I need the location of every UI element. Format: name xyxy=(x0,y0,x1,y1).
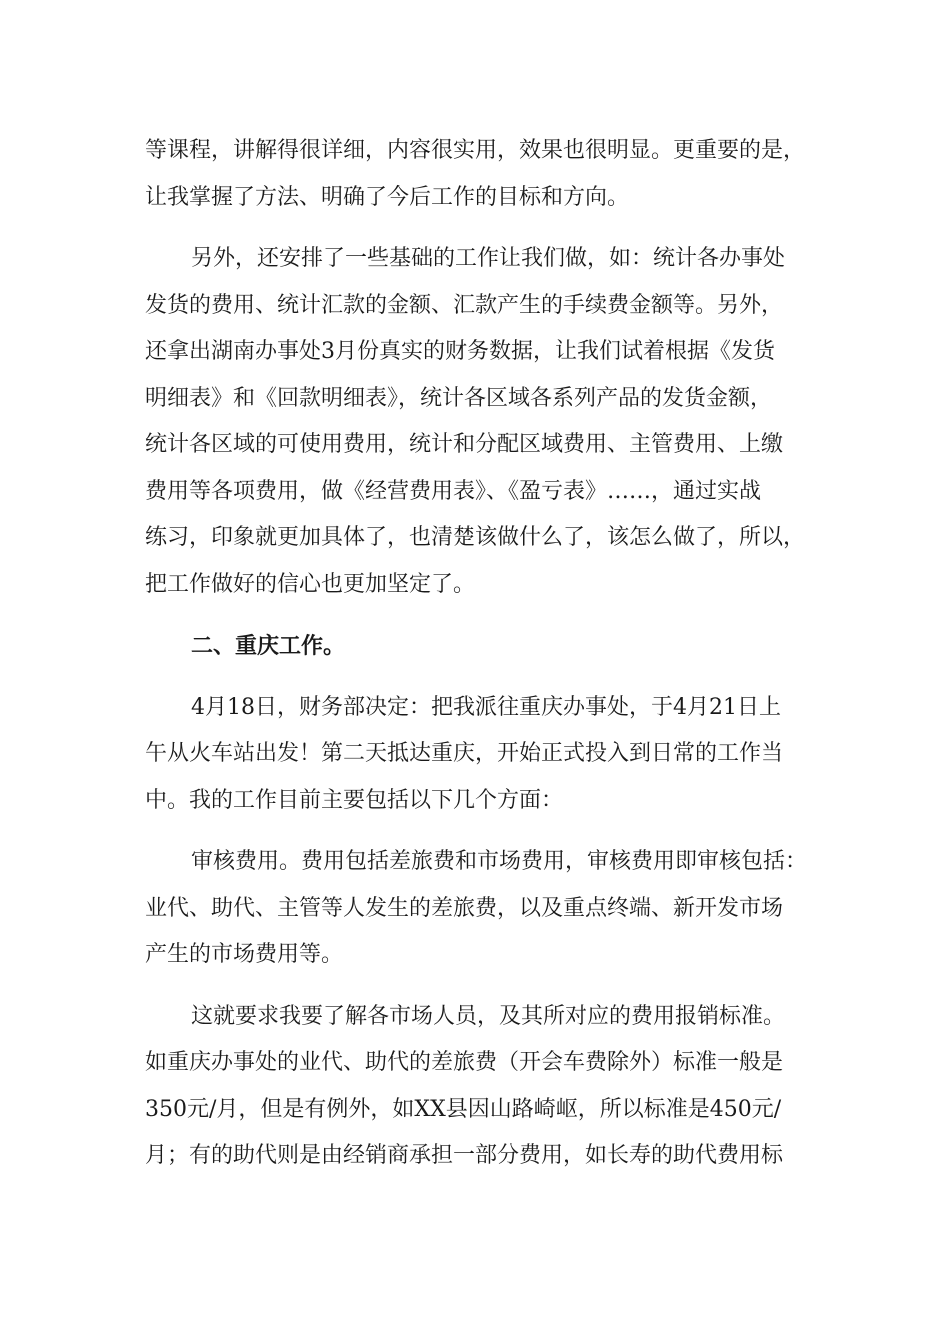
text-line: 产生的市场费用等。 xyxy=(145,942,344,967)
text-line: 如重庆办事处的业代、助代的差旅费（开会车费除外）标准一般是 xyxy=(145,1050,784,1075)
text-line: 这就要求我要了解各市场人员，及其所对应的费用报销标准。 xyxy=(191,1003,786,1029)
text-line: 统计各区域的可使用费用，统计和分配区域费用、主管费用、上缴 xyxy=(145,432,784,457)
document-body xyxy=(145,128,808,1195)
text-line: 发货的费用、统计汇款的金额、汇款产生的手续费金额等。另外， xyxy=(145,292,784,318)
text-line: 明细表》和《回款明细表》，统计各区域各系列产品的发货金额， xyxy=(145,385,773,411)
text-line: 等课程，讲解得很详细，内容很实用，效果也很明显。更重要的是， xyxy=(145,138,806,163)
paragraph xyxy=(145,839,808,979)
text-line: 4月18日，财务部决定：把我派往重庆办事处，于4月21日上 xyxy=(191,694,781,720)
paragraph xyxy=(145,685,805,825)
text-line: 还拿出湖南办事处3月份真实的财务数据，让我们试着根据《发货 xyxy=(145,339,775,364)
paragraph xyxy=(145,994,805,1180)
paragraph xyxy=(145,128,805,221)
text-line: 业代、助代、主管等人发生的差旅费，以及重点终端、新开发市场 xyxy=(145,895,784,921)
text-line: 把工作做好的信心也更加坚定了。 xyxy=(145,571,476,597)
text-line: 月；有的助代则是由经销商承担一部分费用，如长寿的助代费用标 xyxy=(145,1143,784,1168)
text-line: 350元/月，但是有例外，如XX县因山路崎岖，所以标准是450元/ xyxy=(145,1096,782,1122)
heading-text: 二、重庆工作。 xyxy=(191,633,346,659)
text-line: 中。我的工作目前主要包括以下几个方面： xyxy=(145,787,564,813)
section-heading xyxy=(145,623,805,670)
text-line: 午从火车站出发！第二天抵达重庆，开始正式投入到日常的工作当 xyxy=(145,741,784,766)
text-line: 审核费用。费用包括差旅费和市场费用，审核费用即审核包括： xyxy=(191,849,808,874)
text-line: 费用等各项费用，做《经营费用表》、《盈亏表》……，通过实战 xyxy=(145,478,762,504)
paragraph xyxy=(145,236,805,608)
text-line: 让我掌握了方法、明确了今后工作的目标和方向。 xyxy=(145,184,630,210)
text-line: 另外，还安排了一些基础的工作让我们做，如：统计各办事处 xyxy=(191,246,786,271)
text-line: 练习，印象就更加具体了，也清楚该做什么了，该怎么做了，所以， xyxy=(145,525,806,550)
